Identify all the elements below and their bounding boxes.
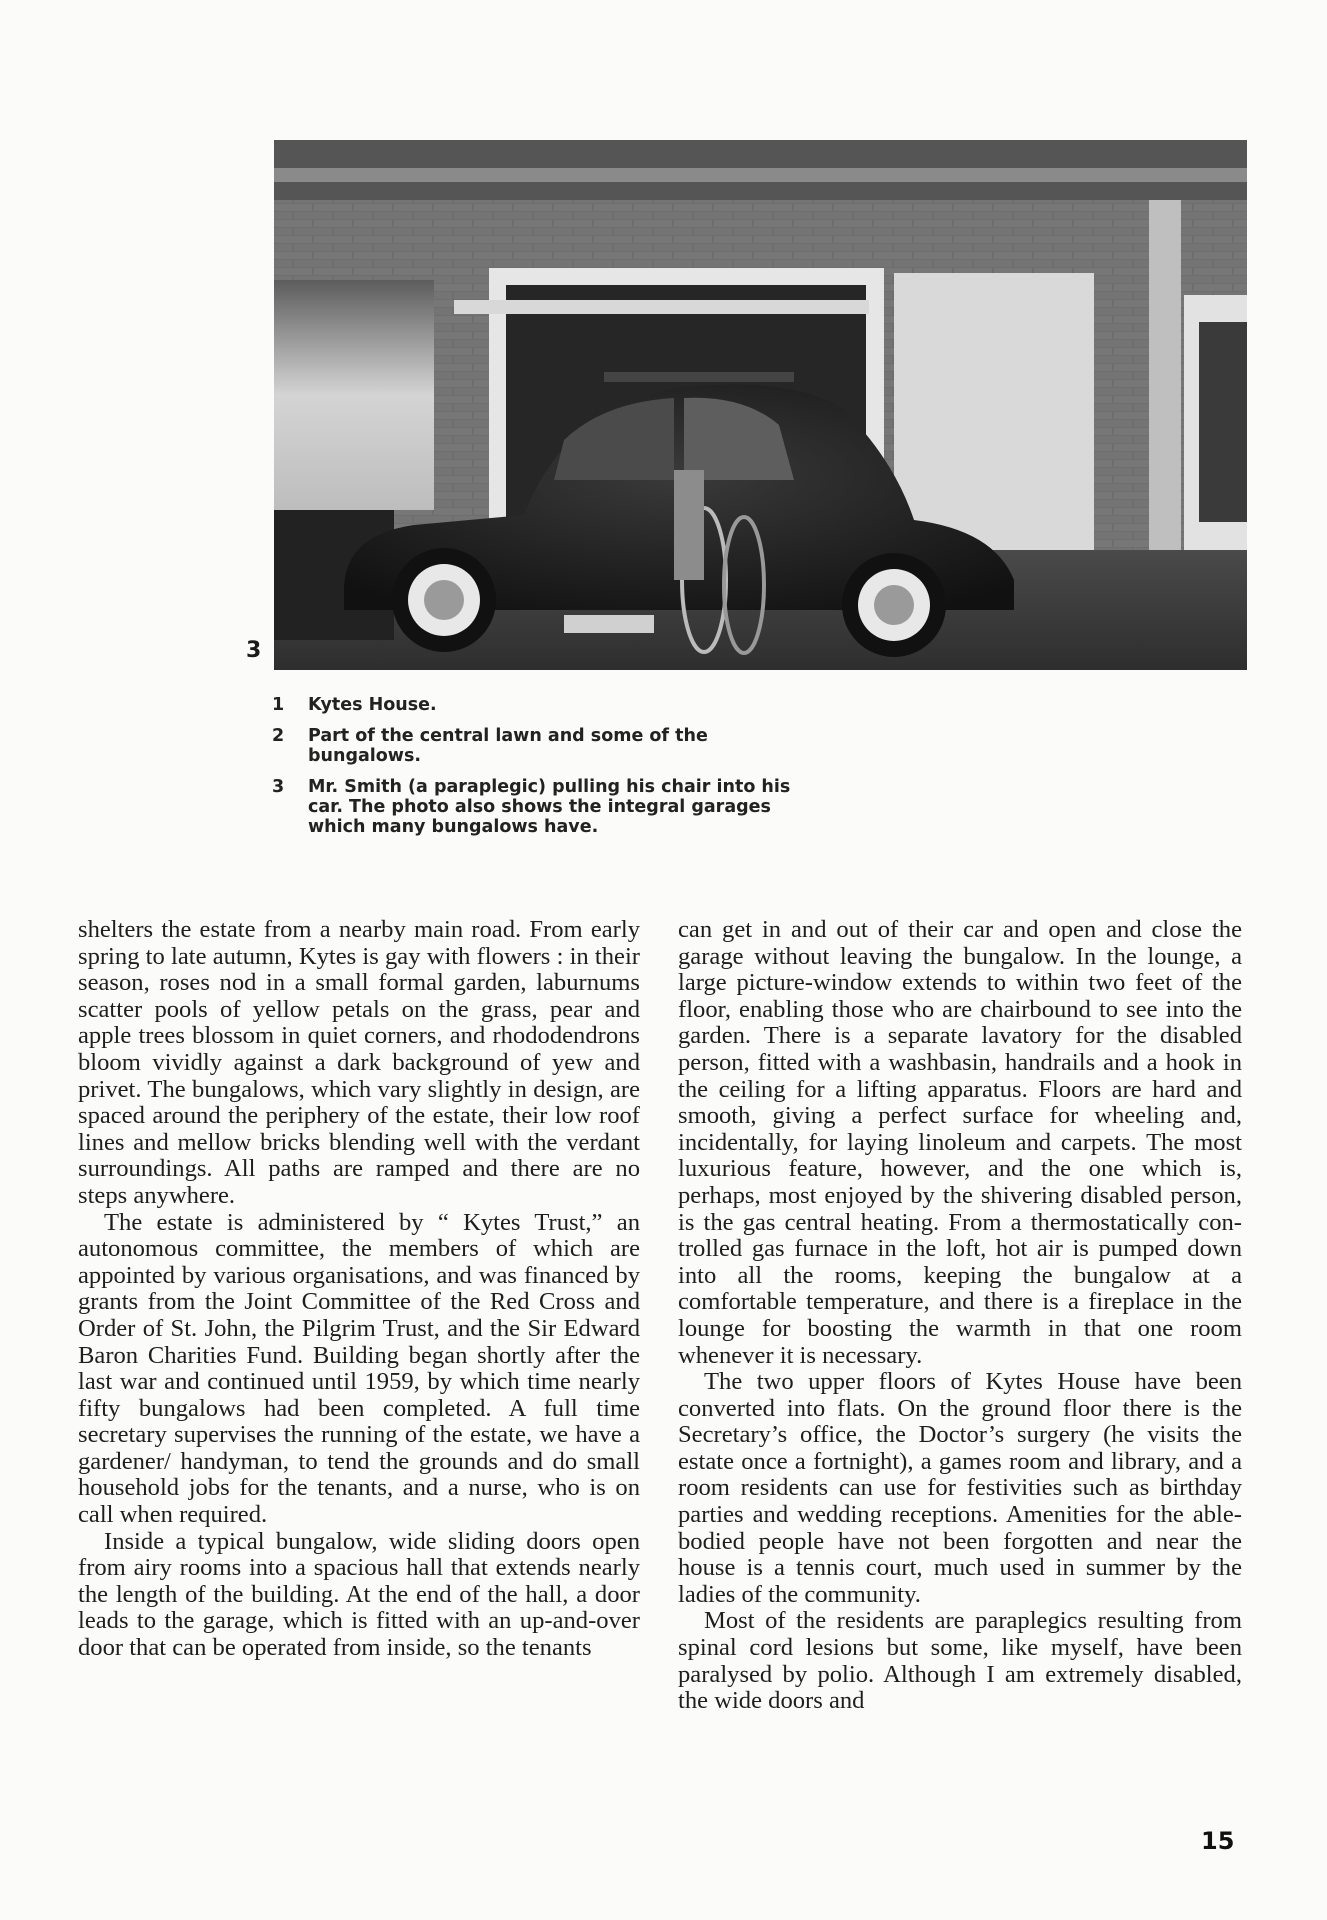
page-number: 15 xyxy=(1201,1827,1235,1855)
caption-number: 2 xyxy=(272,726,285,746)
caption-item xyxy=(272,726,812,766)
caption-item xyxy=(272,695,812,715)
caption-text: Part of the central lawn and some of the bungalows. xyxy=(308,726,708,766)
paragraph: can get in and out of their car and open and close the garage without leaving the bungalow. In the lounge, a large picture-window extends to within two feet of the floor, enabling those who are chairbound to see into the garden. There is a separate lavatory for the disabled person, fitted with a washbasin, handrails and a hook in the ceiling for a lifting apparatus. Floors are hard and smooth, giving a perfect surface for wheeling and, incidentally, for laying linoleum and carpets. The most luxurious feature, however, and the one which is, perhaps, most enjoyed by the shivering disabled person, is the gas central heating. From a thermostatically controlled gas furnace in the loft, hot air is pumped down into all the rooms, keeping the bungalow at a comfortable temperature, and there is a fireplace in the lounge for boosting the warmth in that one room whenever it is necessary. xyxy=(678,916,1242,1369)
figure-captions xyxy=(272,695,812,848)
paragraph: shelters the estate from a nearby main road. From early spring to late autumn, Kytes is gay with flowers : in their season, roses nod in a small formal garden, laburnums scatter pools of yellow petals on the grass, pear and apple trees blossom in quiet corners, and rhododendrons bloom vividly against a dark background of yew and privet. The bungalows, which vary slightly in design, are spaced around the periphery of the estate, their low roof lines and mellow bricks blending well with the verdant surroundings. All paths are ramped and there are no steps anywhere. xyxy=(78,916,640,1209)
paragraph: Inside a typical bungalow, wide sliding doors open from airy rooms into a spacious hall that extends nearly the length of the building. At the end of the hall, a door leads to the garage, which is fitted with an up-and-over door that can be operated from inside, so the tenants xyxy=(78,1527,640,1662)
paragraph: The estate is administered by “ Kytes Trust,” an autonomous committee, the members of which are appointed by various organisations, and was financed by grants from the Joint Committee of the Red Cross and Order of St. John, the Pilgrim Trust, and the Sir Edward Baron Charities Fund. Building began shortly after the last war and continued until 1959, by which time nearly fifty bungalows had been completed. A full time secretary supervises the running of the estate, we have a gardener/ handyman, to tend the grounds and do small household jobs for the tenants, and a nurse, who is on call when required. xyxy=(78,1208,640,1529)
caption-item xyxy=(272,777,812,837)
caption-text: Kytes House. xyxy=(308,695,437,715)
car-garage-photo xyxy=(274,140,1247,670)
paragraph: The two upper floors of Kytes House have been converted into flats. On the ground floor there is the Secretary’s office, the Doctor’s surgery (he visits the estate once a fortnight), a games room and library, and a room residents can use for festivities such as birthday parties and wedding receptions. Amenities for the able-bodied people have not been forgotten and near the house is a tennis court, much used in summer by the ladies of the community. xyxy=(678,1368,1242,1608)
left-column xyxy=(78,917,640,1662)
photo-illustration xyxy=(274,140,1247,670)
caption-number: 1 xyxy=(272,695,285,715)
paragraph: Most of the residents are paraplegics resulting from spinal cord lesions but some, like myself, have been paralysed by polio. Although I am extremely disabled, the wide doors and xyxy=(678,1607,1242,1715)
caption-text: Mr. Smith (a paraplegic) pulling his chair into his car. The photo also shows the integral garages which many bungalows have. xyxy=(308,777,791,837)
caption-number: 3 xyxy=(272,777,285,797)
right-column xyxy=(678,917,1242,1715)
figure-number: 3 xyxy=(246,638,262,663)
